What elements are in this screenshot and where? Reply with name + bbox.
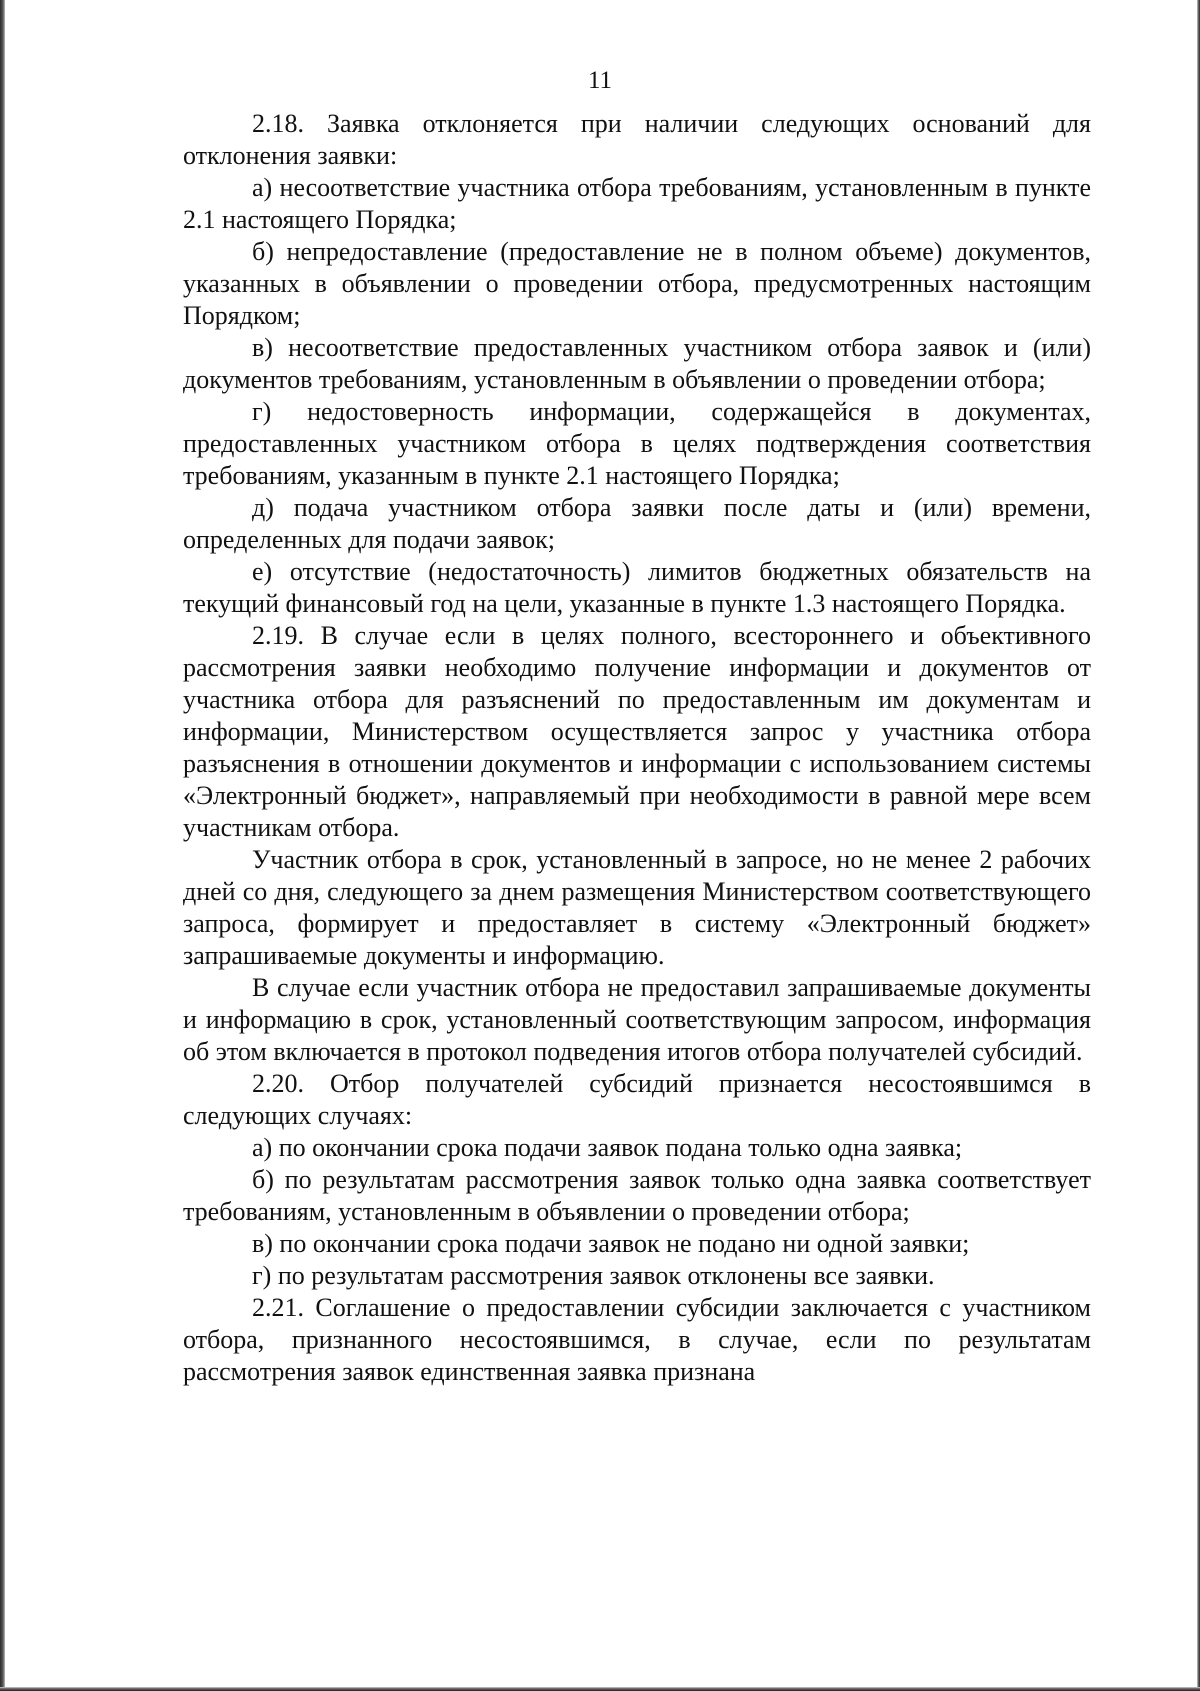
document-body: [183, 108, 1091, 1388]
paragraph-2-18-g: г) недостоверность информации, содержащейся в документах, предоставленных участником отбора в целях подтверждения соответствия требованиям, указанным в пункте 2.1 настоящего Порядка;: [183, 397, 1091, 490]
paragraph-2-18: 2.18. Заявка отклоняется при наличии следующих оснований для отклонения заявки:: [183, 109, 1091, 170]
paragraph-2-18-a: а) несоответствие участника отбора требованиям, установленным в пункте 2.1 настоящего Порядка;: [183, 173, 1091, 234]
paragraph-2-18-d: д) подача участником отбора заявки после даты и (или) времени, определенных для подачи заявок;: [183, 493, 1091, 554]
paragraph-2-20-v: в) по окончании срока подачи заявок не подано ни одной заявки;: [252, 1229, 970, 1258]
scan-edge-left: [0, 0, 5, 1691]
paragraph-2-21: 2.21. Соглашение о предоставлении субсидии заключается с участником отбора, признанного несостоявшимся, в случае, если по результатам рассмотрения заявок единственная заявка признана: [183, 1293, 1091, 1386]
paragraph-2-20-g: г) по результатам рассмотрения заявок отклонены все заявки.: [252, 1261, 935, 1290]
paragraph-2-18-e: е) отсутствие (недостаточность) лимитов бюджетных обязательств на текущий финансовый год на цели, указанные в пункте 1.3 настоящего Порядка.: [183, 557, 1091, 618]
paragraph-2-19-part-2: Участник отбора в срок, установленный в запросе, но не менее 2 рабочих дней со дня, следующего за днем размещения Министерством соответствующего запроса, формирует и предоставляет в систему «Электронный бюджет» запрашиваемые документы и информацию.: [183, 845, 1091, 970]
paragraph-2-18-v: в) несоответствие предоставленных участником отбора заявок и (или) документов требованиям, установленным в объявлении о проведении отбора;: [183, 333, 1091, 394]
paragraph-2-18-b: б) непредоставление (предоставление не в полном объеме) документов, указанных в объявлении о проведении отбора, предусмотренных настоящим Порядком;: [183, 237, 1091, 330]
paragraph-2-20-a: а) по окончании срока подачи заявок подана только одна заявка;: [252, 1133, 963, 1162]
scan-edge-bottom: [0, 1687, 1200, 1691]
paragraph-2-19-part-3: В случае если участник отбора не предоставил запрашиваемые документы и информацию в срок, установленный соответствующим запросом, информация об этом включается в протокол подведения итогов отбора получателей субсидий.: [183, 973, 1091, 1066]
paragraph-2-20: 2.20. Отбор получателей субсидий признается несостоявшимся в следующих случаях:: [183, 1069, 1091, 1130]
paragraph-2-19: 2.19. В случае если в целях полного, всестороннего и объективного рассмотрения заявки необходимо получение информации и документов от участника отбора для разъяснений по предоставленным им документам и информации, Министерством осуществляется запрос у участника отбора разъяснения в отношении документов и информации с использованием системы «Электронный бюджет», направляемый при необходимости в равной мере всем участникам отбора.: [183, 621, 1091, 842]
paragraph-2-20-b: б) по результатам рассмотрения заявок только одна заявка соответствует требованиям, установленным в объявлении о проведении отбора;: [183, 1165, 1091, 1226]
page-number: 11: [587, 67, 613, 94]
